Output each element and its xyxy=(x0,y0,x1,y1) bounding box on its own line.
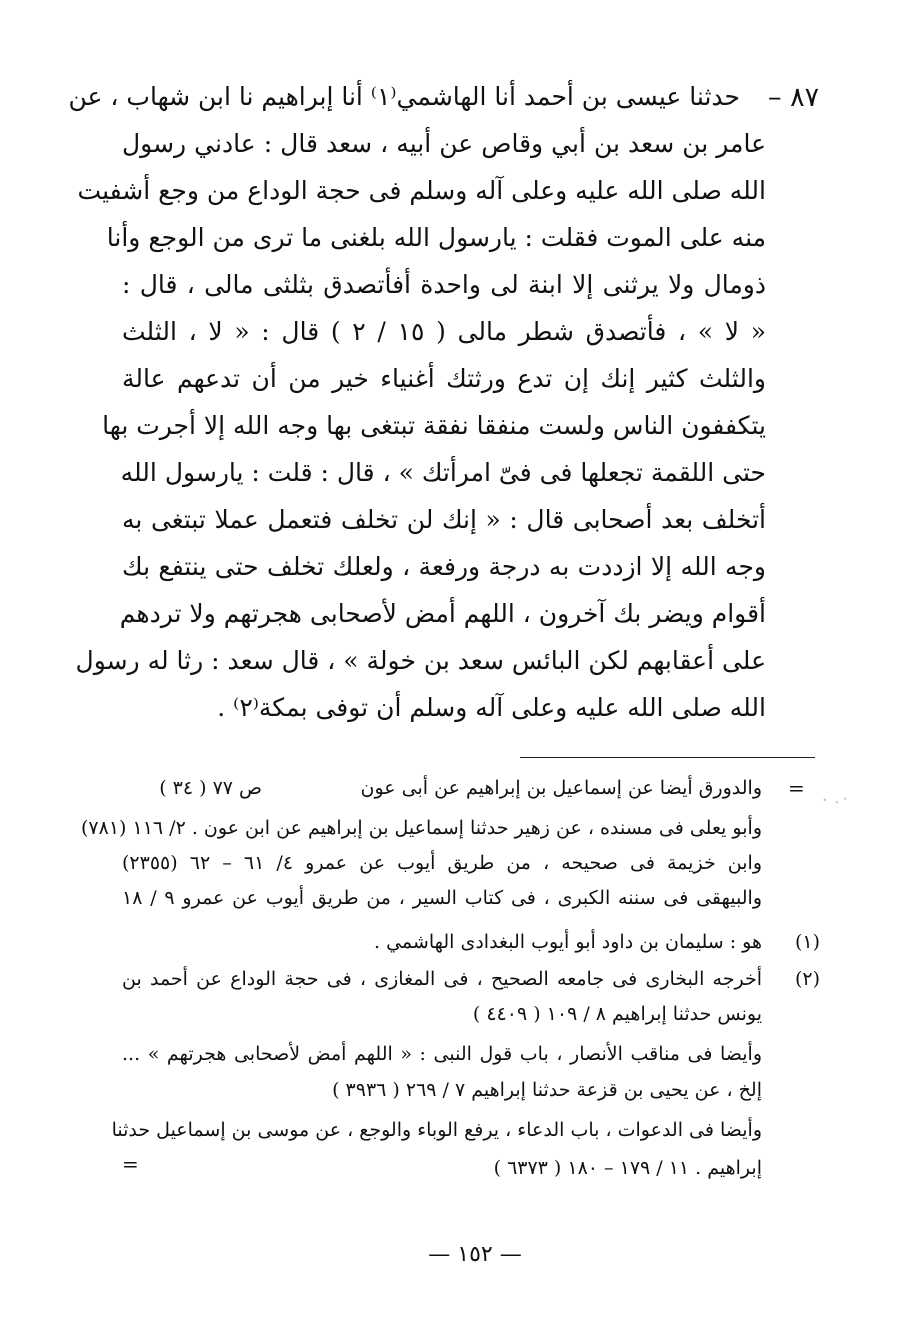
footnote-line: وأيضا فى مناقب الأنصار ، باب قول النبى : « اللهم أمض لأصحابى هجرتهم » ... xyxy=(122,1043,762,1065)
footnote-separator xyxy=(520,757,815,758)
hadith-line: ذومال ولا يرثنى إلا ابنة لى واحدة أفأتصدق بثلثى مالى ، قال : xyxy=(122,270,766,299)
hadith-line: يتكففون الناس ولست منفقا نفقة تبتغى بها وجه الله إلا أجرت بها xyxy=(102,411,766,440)
hadith-line: وجه الله إلا ازددت به درجة ورفعة ، ولعلك تخلف حتى ينتفع بك xyxy=(122,552,766,581)
footnote-marker: (٢) xyxy=(794,968,820,990)
footnote-line: إبراهيم . ١١ / ١٧٩ – ١٨٠ ( ٦٣٧٣ ) xyxy=(493,1157,762,1179)
footnote-line: وأبو يعلى فى مسنده ، عن زهير حدثنا إسماعيل بن إبراهيم عن ابن عون . ٢/ ١١٦ (٧٨١) xyxy=(81,817,762,839)
scan-speckle xyxy=(818,795,852,807)
hadith-line: أتخلف بعد أصحابى قال : « إنك لن تخلف فتعمل عملا تبتغى به xyxy=(122,505,766,534)
hadith-line: منه على الموت فقلت : يارسول الله بلغنى ما ترى من الوجع وأنا xyxy=(106,223,766,252)
hadith-line: الله صلى الله عليه وعلى آله وسلم فى حجة الوداع من وجع أشفيت xyxy=(77,176,766,205)
hadith-line: على أعقابهم لكن البائس سعد بن خولة » ، قال سعد : رثا له رسول xyxy=(75,646,766,675)
footnote-marker: (١) xyxy=(794,931,820,953)
hadith-line: عامر بن سعد بن أبي وقاص عن أبيه ، سعد قال : عادني رسول xyxy=(122,129,766,158)
page-number: — ١٥٢ — xyxy=(428,1242,522,1267)
footnote-line: وابن خزيمة فى صحيحه ، من طريق أيوب عن عمرو ٤/ ٦١ – ٦٢ (٢٣٥٥) xyxy=(122,852,762,874)
hadith-number: ٨٧ – xyxy=(768,82,820,113)
footnote-line: إلخ ، عن يحيى بن قزعة حدثنا إبراهيم ٧ / ٢٦٩ ( ٣٩٣٦ ) xyxy=(332,1079,762,1101)
footnote-line: وأيضا فى الدعوات ، باب الدعاء ، يرفع الوباء والوجع ، عن موسى بن إسماعيل حدثنا xyxy=(111,1119,762,1141)
hadith-line: حدثنا عيسى بن أحمد أنا الهاشمي⁽١⁾ أنا إبراهيم نا ابن شهاب ، عن xyxy=(68,82,740,111)
hadith-line: حتى اللقمة تجعلها فى فىّ امرأتك » ، قال : قلت : يارسول الله xyxy=(120,458,766,487)
continuation-mark: = xyxy=(122,1152,139,1176)
hadith-line: والثلث كثير إنك إن تدع ورثتك أغنياء خير من أن تدعهم عالة xyxy=(122,364,766,393)
footnote-line: والدورق أيضا عن إسماعيل بن إبراهيم عن أبى عون xyxy=(360,777,762,799)
footnote-line: والبيهقى فى سننه الكبرى ، فى كتاب السير ، من طريق أيوب عن عمرو ٩ / ١٨ xyxy=(122,887,762,909)
hadith-line: أقوام ويضر بك آخرون ، اللهم أمض لأصحابى هجرتهم ولا تردهم xyxy=(119,599,766,628)
continuation-mark: = xyxy=(788,776,805,800)
footnote-line: أخرجه البخارى فى جامعه الصحيح ، فى المغازى ، فى حجة الوداع عن أحمد بن xyxy=(122,968,762,990)
footnote-reference: ص ٧٧ ( ٣٤ ) xyxy=(159,777,262,799)
hadith-line: « لا » ، فأتصدق شطر مالى ( ١٥ / ٢ ) قال : « لا ، الثلث xyxy=(122,317,766,346)
hadith-line: الله صلى الله عليه وعلى آله وسلم أن توفى بمكة⁽٢⁾ . xyxy=(217,693,766,722)
footnote-line: هو : سليمان بن داود أبو أيوب البغدادى الهاشمي . xyxy=(374,931,762,953)
footnote-line: يونس حدثنا إبراهيم ٨ / ١٠٩ ( ٤٤٠٩ ) xyxy=(472,1003,762,1025)
